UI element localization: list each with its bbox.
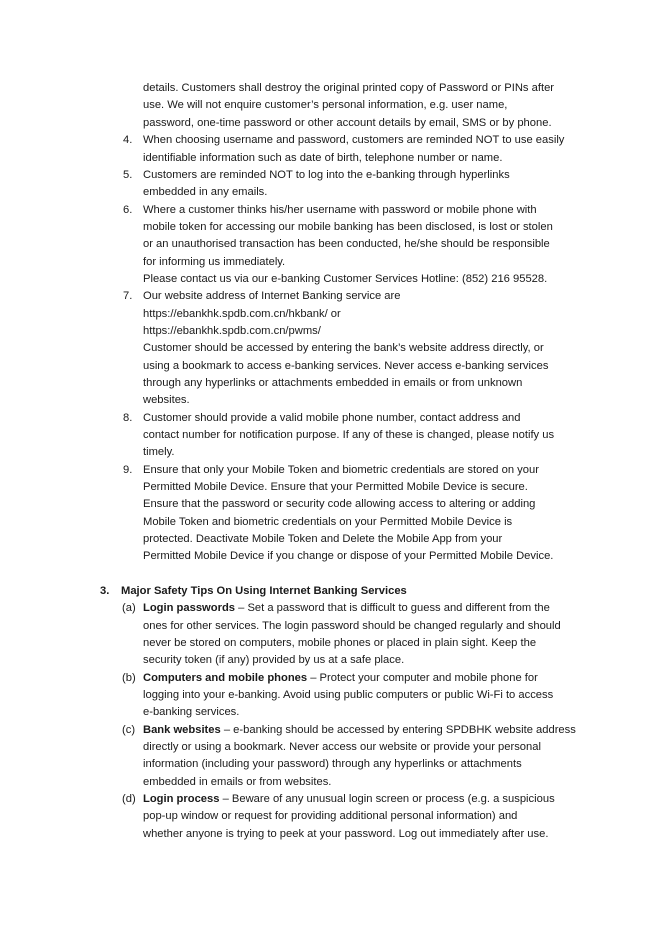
sub-item-first-line bbox=[143, 601, 550, 615]
text-line: embedded in emails or from websites. bbox=[143, 776, 332, 788]
text-line: logging into your e-banking. Avoid using public computers or public Wi-Fi to access bbox=[143, 689, 554, 701]
text-line: identifiable information such as date of birth, telephone number or name. bbox=[143, 152, 503, 164]
section-number: 3. bbox=[100, 585, 110, 597]
text-line: When choosing username and password, customers are reminded NOT to use easily bbox=[143, 134, 565, 146]
sub-item-first-line bbox=[143, 671, 538, 685]
hotline-text: Please contact us via our e-banking Customer Services Hotline: (852) 216 95528. bbox=[143, 273, 548, 285]
list-number: 9. bbox=[123, 464, 133, 476]
sub-item-label: (b) bbox=[122, 672, 136, 684]
text-line: use. We will not enquire customer’s personal information, e.g. user name, bbox=[143, 99, 508, 111]
sub-item-label: (a) bbox=[122, 602, 136, 614]
text-line: websites. bbox=[143, 394, 190, 406]
text-line: Permitted Mobile Device. Ensure that your Permitted Mobile Device is secure. bbox=[143, 481, 528, 493]
text-span: – Set a password that is difficult to guess and different from the bbox=[235, 602, 550, 614]
text-line: or an unauthorised transaction has been conducted, he/she should be responsible bbox=[143, 238, 550, 250]
list-number: 5. bbox=[123, 169, 133, 181]
text-line: information (including your password) through any hyperlinks or attachments bbox=[143, 758, 522, 770]
text-line: timely. bbox=[143, 446, 175, 458]
sub-item-first-line bbox=[143, 792, 555, 806]
sub-item-label: (d) bbox=[122, 793, 136, 805]
text-line: password, one-time password or other account details by email, SMS or by phone. bbox=[143, 117, 552, 129]
sub-item-heading: Login passwords bbox=[143, 602, 235, 614]
text-line: Ensure that the password or security code allowing access to altering or adding bbox=[143, 498, 536, 510]
text-line: through any hyperlinks or attachments embedded in emails or from unknown bbox=[143, 377, 523, 389]
text-line: Where a customer thinks his/her username with password or mobile phone with bbox=[143, 204, 537, 216]
sub-item-heading: Computers and mobile phones bbox=[143, 672, 308, 684]
text-line: e-banking services. bbox=[143, 706, 240, 718]
url-link[interactable]: https://ebankhk.spdb.com.cn/hkbank/ or bbox=[143, 308, 341, 320]
text-line: using a bookmark to access e-banking services. Never access e-banking services bbox=[143, 360, 549, 372]
sub-item-first-line bbox=[143, 723, 576, 737]
text-line: pop-up window or request for providing additional personal information) and bbox=[143, 810, 518, 822]
text-line: embedded in any emails. bbox=[143, 186, 268, 198]
list-number: 4. bbox=[123, 134, 133, 146]
text-line: Customer should provide a valid mobile phone number, contact address and bbox=[143, 412, 521, 424]
sub-item-heading: Login process bbox=[143, 793, 220, 805]
text-line: Mobile Token and biometric credentials on your Permitted Mobile Device is bbox=[143, 516, 513, 528]
text-span: – Beware of any unusual login screen or process (e.g. a suspicious bbox=[219, 793, 555, 805]
text-line: Customers are reminded NOT to log into the e-banking through hyperlinks bbox=[143, 169, 510, 181]
text-span: – e-banking should be accessed by entering SPDBHK website address bbox=[220, 724, 576, 736]
text-line: never be stored on computers, mobile phones or placed in plain sight. Keep the bbox=[143, 637, 537, 649]
text-line: Our website address of Internet Banking service are bbox=[143, 290, 401, 302]
text-line: directly or using a bookmark. Never access our website or provide your personal bbox=[143, 741, 541, 753]
url-link[interactable]: https://ebankhk.spdb.com.cn/pwms/ bbox=[143, 325, 321, 337]
text-line: mobile token for accessing our mobile banking has been disclosed, is lost or stolen bbox=[143, 221, 553, 233]
list-number: 7. bbox=[123, 290, 133, 302]
sub-item-label: (c) bbox=[122, 724, 136, 736]
list-number: 8. bbox=[123, 412, 133, 424]
sub-item-heading: Bank websites bbox=[143, 724, 221, 736]
text-line: for informing us immediately. bbox=[143, 256, 286, 268]
text-line: Customer should be accessed by entering the bank’s website address directly, or bbox=[143, 342, 544, 354]
text-line: whether anyone is trying to peek at your password. Log out immediately after use. bbox=[143, 828, 549, 840]
text-line: Ensure that only your Mobile Token and biometric credentials are stored on your bbox=[143, 464, 539, 476]
text-line: contact number for notification purpose. If any of these is changed, please notify us bbox=[143, 429, 555, 441]
text-line: details. Customers shall destroy the original printed copy of Password or PINs after bbox=[143, 82, 555, 94]
list-number: 6. bbox=[123, 204, 133, 216]
text-line: protected. Deactivate Mobile Token and Delete the Mobile App from your bbox=[143, 533, 503, 545]
text-line: security token (if any) provided by us at a safe place. bbox=[143, 654, 405, 666]
text-span: – Protect your computer and mobile phone for bbox=[307, 672, 538, 684]
section-title: Major Safety Tips On Using Internet Banking Services bbox=[121, 585, 407, 597]
text-line: ones for other services. The login password should be changed regularly and should bbox=[143, 620, 561, 632]
text-line: Permitted Mobile Device if you change or dispose of your Permitted Mobile Device. bbox=[143, 550, 554, 562]
